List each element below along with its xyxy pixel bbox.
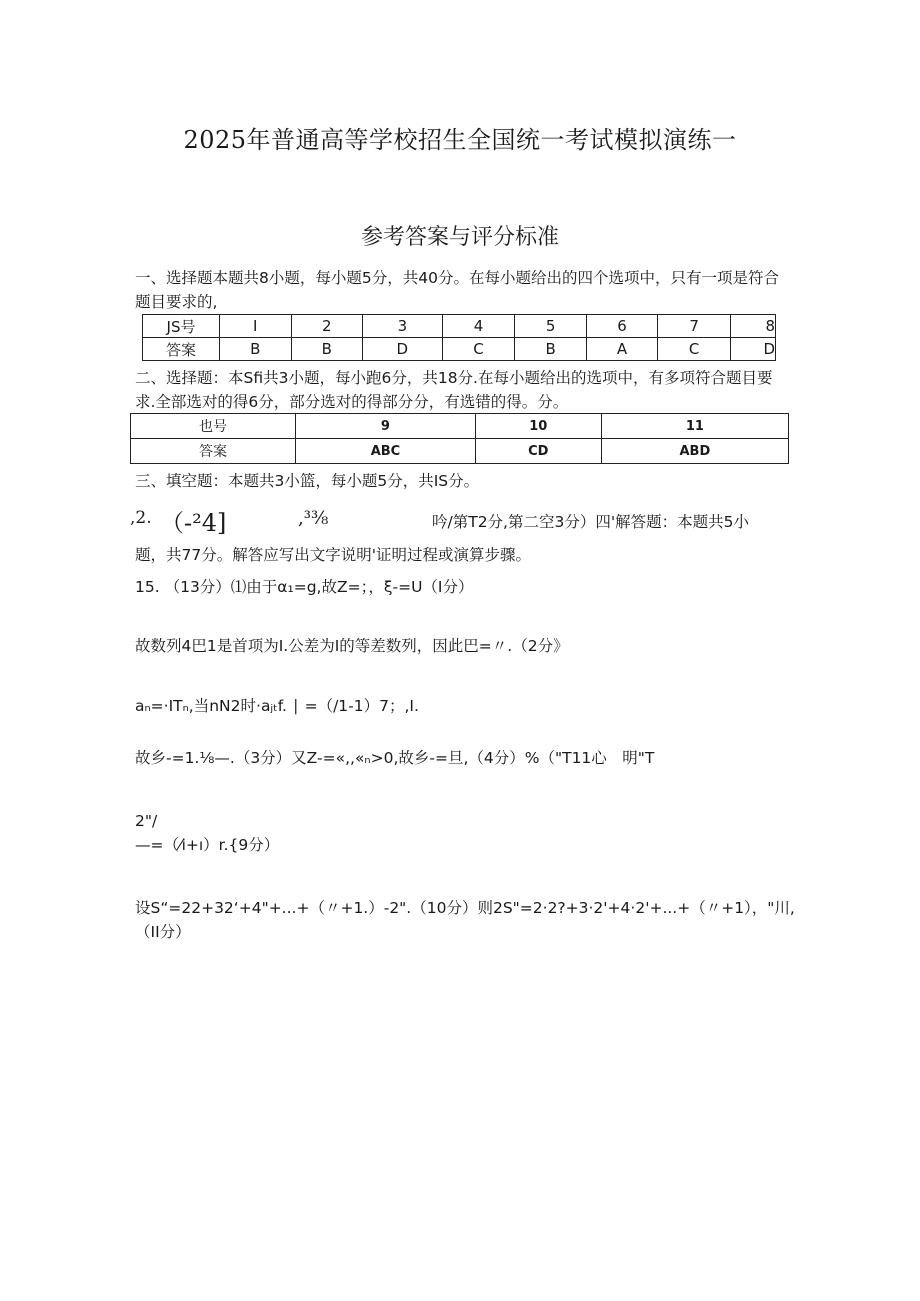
table-row (131, 414, 789, 439)
fill-answer-c: ,³³⁄₈ (298, 508, 329, 529)
table-cell: ABC (296, 439, 476, 464)
solution-line-4: 故乡-=1.⅛—.（3分）又Z-=«,,«ₙ>0,故乡-=旦,（4分）%（"T11心 明"T (135, 749, 655, 767)
table-cell: 9 (296, 414, 476, 439)
table-cell: ABD (601, 439, 788, 464)
table-cell: 5 (515, 315, 587, 338)
fill-answer-d: 吟/第T2分,第二空3分）四'解答题：本题共5小 (432, 513, 749, 531)
solution-line-3: aₙ=·ITₙ,当nN2时·aⱼₜf. ∣ =（/1-1）7；,I. (135, 697, 419, 715)
table-answer-label: 答案 (131, 439, 296, 464)
answer-table-2 (130, 413, 789, 464)
table-cell: 6 (586, 315, 657, 338)
document-title: 2025年普通高等学校招生全国统一考试模拟演练一 (183, 126, 737, 154)
fill-answer-e: 题，共77分。解答应写出文字说明'证明过程或演算步骤。 (135, 546, 531, 564)
solution-line-7: 设S“=22+32‘+4"+...+（〃+1.）-2".（10分）则2S"=2·2?+3·2'+4·2'+...+（〃+1），"川,（II分） (135, 899, 795, 941)
solution-line-6: —=（⁄i+ı）r.{9分） (135, 836, 280, 854)
table-cell: 11 (601, 414, 788, 439)
table-row (143, 315, 776, 338)
table-cell: 10 (475, 414, 601, 439)
section2-intro: 二、选择题：本Sfi共3小题，每小跑6分，共18分.在每小题给出的选项中，有多项符合题目要求.全部选对的得6分，部分选对的得部分分，有选错的得。分。 (135, 369, 773, 411)
table-header-label: 也号 (131, 414, 296, 439)
table-cell: B (515, 338, 587, 361)
table-cell: B (220, 338, 292, 361)
table-cell: CD (475, 439, 601, 464)
table-cell: D (363, 338, 443, 361)
section1-intro: 一、选择题本题共8小题，每小题5分，共40分。在每小题给出的四个选项中，只有一项是符合题目要求的, (135, 269, 779, 311)
table-cell: C (658, 338, 731, 361)
fill-answer-a: ,2. (130, 508, 152, 528)
table-header-label: JS号 (143, 315, 220, 338)
table-answer-label: 答案 (143, 338, 220, 361)
solution-line-2: 故数列4巴1是首项为I.公差为I的等差数列，因此巴=〃.（2分》 (135, 637, 569, 655)
document-subtitle: 参考答案与评分标准 (360, 225, 559, 250)
table-cell: 2 (291, 315, 363, 338)
table-cell: A (586, 338, 657, 361)
table-cell: D (731, 338, 776, 361)
solution-line-1: 15. （13分）⑴由于α₁=g,故Z=；，ξ-=U（I分） (135, 578, 474, 596)
table-cell: 8 (731, 315, 776, 338)
section3-intro: 三、填空题：本题共3小篮，每小题5分，共IS分。 (135, 472, 480, 490)
fill-answer-b: （-²4] (160, 509, 227, 537)
table-cell: 4 (442, 315, 515, 338)
solution-line-5: 2"/ (135, 812, 158, 830)
table-row (143, 338, 776, 361)
table-row (131, 439, 789, 464)
table-cell: 7 (658, 315, 731, 338)
table-cell: I (220, 315, 292, 338)
table-cell: 3 (363, 315, 443, 338)
table-cell: B (291, 338, 363, 361)
table-cell: C (442, 338, 515, 361)
answer-table-1 (142, 314, 776, 361)
